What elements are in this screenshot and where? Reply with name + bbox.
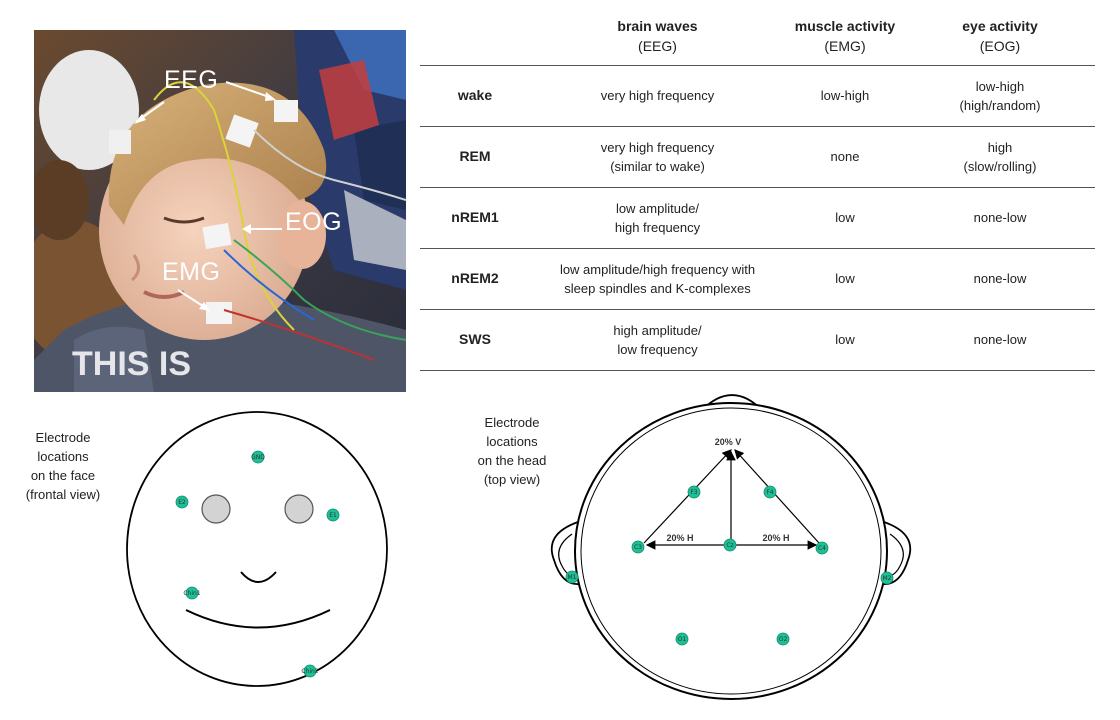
stage-cell: wake: [420, 65, 530, 126]
table-row: [420, 309, 1095, 370]
svg-text:Chin2: Chin2: [301, 668, 319, 675]
electrode-f4: [764, 486, 776, 498]
svg-text:O2: O2: [778, 636, 788, 643]
svg-text:F4: F4: [766, 489, 774, 496]
electrode-c3: [632, 541, 644, 553]
electrode-e1: [327, 509, 339, 521]
emg-cell: low: [785, 309, 905, 370]
right-dimension-label: 20% H: [762, 533, 790, 543]
electrode-o1: [676, 633, 688, 645]
emg-cell: low: [785, 187, 905, 248]
eog-cell: high (slow/rolling): [905, 126, 1095, 187]
eog-label: EOG: [285, 208, 343, 236]
table-row: [420, 65, 1095, 126]
header-stage: [420, 10, 530, 65]
eeg-cell: low amplitude/high frequency with sleep spindles and K-complexes: [530, 248, 785, 309]
header-eye-activity: eye activity (EOG): [905, 10, 1095, 65]
svg-text:F3: F3: [690, 489, 698, 496]
eeg-cell: low amplitude/ high frequency: [530, 187, 785, 248]
svg-text:Cz: Cz: [726, 542, 734, 549]
electrode-o2: [777, 633, 789, 645]
shirt-text: THIS IS: [72, 345, 192, 383]
table-header-row: [420, 10, 1095, 65]
electrode-e2: [176, 496, 188, 508]
electrode-cz: [724, 539, 736, 551]
svg-text:M2: M2: [882, 575, 892, 582]
emg-cell: none: [785, 126, 905, 187]
svg-text:GND: GND: [251, 454, 265, 461]
eeg-cell: very high frequency: [530, 65, 785, 126]
left-dimension-label: 20% H: [666, 533, 694, 543]
svg-text:C4: C4: [817, 545, 827, 552]
eeg-cell: high amplitude/ low frequency: [530, 309, 785, 370]
head-electrode-diagram: [548, 388, 914, 706]
eog-cell: none-low: [905, 187, 1095, 248]
header-brain-waves: brain waves (EEG): [530, 10, 785, 65]
face-diagram-caption: Electrode locations on the face (frontal view): [25, 430, 101, 502]
table-row: [420, 126, 1095, 187]
electrode-f3: [688, 486, 700, 498]
header-muscle-activity: muscle activity (EMG): [785, 10, 905, 65]
left-eye: [202, 495, 230, 523]
table-row: [420, 187, 1095, 248]
polysomnography-photo: [34, 30, 406, 392]
stage-cell: nREM1: [420, 187, 530, 248]
sleep-stage-table: [420, 10, 1095, 371]
eog-cell: none-low: [905, 248, 1095, 309]
svg-text:O1: O1: [677, 636, 687, 643]
svg-text:C3: C3: [633, 544, 643, 551]
svg-text:M1: M1: [567, 574, 577, 581]
emg-label: EMG: [162, 258, 221, 286]
electrode-m2: [881, 572, 893, 584]
face-electrode-diagram: [118, 410, 400, 692]
eeg-cell: very high frequency (similar to wake): [530, 126, 785, 187]
eog-cell: none-low: [905, 309, 1095, 370]
svg-text:E2: E2: [178, 499, 186, 506]
stage-cell: REM: [420, 126, 530, 187]
right-eye: [285, 495, 313, 523]
electrode-c4: [816, 542, 828, 554]
table-row: [420, 248, 1095, 309]
eog-cell: low-high (high/random): [905, 65, 1095, 126]
emg-cell: low: [785, 248, 905, 309]
stage-cell: SWS: [420, 309, 530, 370]
stage-cell: nREM2: [420, 248, 530, 309]
svg-text:Chin1: Chin1: [183, 590, 201, 597]
child-sleeping-illustration: [34, 30, 406, 392]
head-diagram-caption: Electrode locations on the head (top view): [477, 415, 547, 487]
electrode-m1: [566, 571, 578, 583]
eeg-label: EEG: [164, 66, 219, 94]
emg-cell: low-high: [785, 65, 905, 126]
vertical-dimension-label: 20% V: [714, 437, 742, 447]
svg-text:E1: E1: [329, 512, 337, 519]
